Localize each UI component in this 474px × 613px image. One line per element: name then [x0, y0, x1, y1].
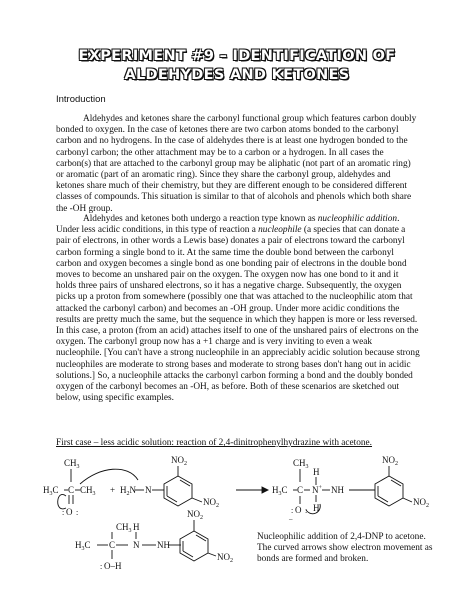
- curved-arrow: [80, 469, 138, 484]
- bond-line: [180, 480, 190, 486]
- intermediate-carbon-label: C: [297, 485, 304, 495]
- ring1-no2-right: $NO_2$: [203, 497, 219, 509]
- acetone-ch3-label: $CH_3$: [64, 458, 80, 470]
- intermediate-ch3-label: $CH_3$: [293, 458, 309, 470]
- product-h3c-label: $H_3C$: [75, 540, 91, 552]
- reaction-scheme: [40, 452, 460, 602]
- paragraph-1-text: Aldehydes and ketones share the carbonyl functional group which features carbon doubly bonded to oxygen. In the case of ketones there are two carbon atoms bonded to the carbonyl carbon and no hydrogens. In the case of aldehydes there is at least one hydrogen bonded to the carbonyl carbon; the other attachment may be to a carbon or a hydrogen. In all cases the carbon(s) that are attached to the carbonyl group may be aliphatic (not part of an aromatic ring) or aromatic (part of an aromatic ring). Since they share the carbonyl group, aldehydes and ketones share much of their chemistry, but they are different enough to be considered different classes of compounds. This situation is similar to that of alcohols and phenols which both share the -OH group.: [56, 114, 417, 214]
- paragraph-2-text-a: Aldehydes and ketones both undergo a reaction type known as: [83, 214, 318, 224]
- intro-paragraph-2: [56, 214, 420, 404]
- title-line-1: EXPERIMENT #9 – IDENTIFICATION OF: [78, 48, 396, 64]
- product-n-label: N: [133, 540, 140, 550]
- product-no2-top: $NO_2$: [187, 509, 203, 521]
- term-nucleophile: nucleophile: [258, 225, 302, 236]
- acetone-h3c-label: $H_3C$: [43, 485, 59, 497]
- intermediate-h-bottom: H: [313, 503, 320, 513]
- curved-arrow: [58, 494, 66, 508]
- acetone-oxygen-label: O: [66, 507, 73, 517]
- arrow-head: [262, 487, 268, 493]
- product-nh-label: NH: [157, 540, 170, 550]
- product-no2-right: $NO_2$: [217, 552, 233, 564]
- scheme-caption: Nucleophilic addition of 2,4-DNP to acetone. The curved arrows show electron movement as bonds are formed and broken.: [257, 532, 433, 565]
- paragraph-2-text-c: (a species that can donate a pair of electrons, in other words a Lewis base) donates a pair of electrons toward the carbonyl carbon forming a single bond to it. At the same time the double bond between the carbonyl carbon and oxygen becomes a single bond as one bonding pair of electrons in the double bond moves to become an unshared pair on the oxygen. The oxygen now has one bond to it and it holds three pairs of unshared electrons, so it has a negative charge. Subsequently, the oxygen picks up a proton from somewhere (possibly one that was attached to the nucleophilic atom that attacked the carbonyl carbon) and becomes an -OH group. Under more acidic conditions the results are pretty much the same, but the sequence in which they happen is more or less reversed. In this case, a proton (from an acid) attaches itself to one of the unshared pairs of electrons on the oxygen. The carbonyl group now has a +1 charge and is very inviting to even a weak nucleophile. [You can't have a strong nucleophile in an appreciably acidic solution because strong nucleophiles are moderate to strong bases and moderate to strong bases don't hang out in acidic solutions.] So, a nucleophile attacks the carbonyl carbon forming a bond and the doubly bonded oxygen of the carbonyl becomes an -OH, as before. Both of these scenarios are sketched out below, using specific examples.: [56, 225, 420, 404]
- product-carbon-label: C: [109, 540, 116, 550]
- acetone-ch3-right-label: $CH_3$: [80, 485, 96, 497]
- paragraph-2-text-b: . Under less acidic conditions, in this type of reaction a: [56, 214, 400, 236]
- lone-pair-dots: :: [62, 508, 65, 517]
- hydrazine-h2n-label: $H_2N$: [120, 485, 136, 497]
- bond-line: [403, 498, 412, 502]
- title-line-2: ALDEHYDES AND KETONES: [124, 67, 350, 83]
- ring2-no2-top: $NO_2$: [382, 455, 398, 467]
- bond-line: [378, 496, 388, 502]
- benzene-ring: [180, 531, 208, 561]
- ring1-no2-top: $NO_2$: [171, 455, 187, 467]
- benzene-ring: [375, 476, 403, 506]
- bond-line: [208, 553, 216, 556]
- intermediate-nh-label: NH: [331, 485, 344, 495]
- lone-pair-dots: :: [100, 562, 103, 571]
- term-nucleophilic-addition: nucleophilic addition: [317, 214, 398, 224]
- lone-pair-dots: :: [291, 506, 294, 515]
- product-oh-label: O–H: [104, 561, 122, 571]
- lone-pair-dots: :: [76, 508, 79, 517]
- bond-line: [183, 551, 193, 557]
- bond-line: [167, 496, 177, 502]
- intermediate-h3c-label: $H_3C$: [272, 485, 288, 497]
- intermediate-n-plus: N+: [312, 485, 322, 495]
- benzene-ring: [164, 476, 192, 506]
- introduction-heading: Introduction: [56, 94, 106, 105]
- plus-sign: +: [110, 485, 116, 495]
- lone-pair-dots: :: [305, 506, 308, 515]
- intermediate-h-top: H: [313, 467, 320, 477]
- bond-line: [196, 535, 206, 541]
- bond-line: [391, 480, 401, 486]
- acetone-carbon-label: C: [68, 485, 75, 495]
- hydrazine-n-label: N: [145, 485, 152, 495]
- product-h-label: H: [133, 522, 140, 532]
- first-case-heading: First case – less acidic solution: reaction of 2,4-dinitrophenylhydrazine with acetone.: [56, 438, 373, 448]
- product-ch3-label: $CH_3$: [116, 522, 132, 534]
- oxygen-negative-charge: –: [289, 515, 293, 523]
- bond-line: [192, 498, 202, 502]
- intermediate-oxygen-label: O: [295, 505, 302, 515]
- intro-paragraph-1: [56, 114, 420, 215]
- ring2-no2-right: $NO_2$: [413, 497, 429, 509]
